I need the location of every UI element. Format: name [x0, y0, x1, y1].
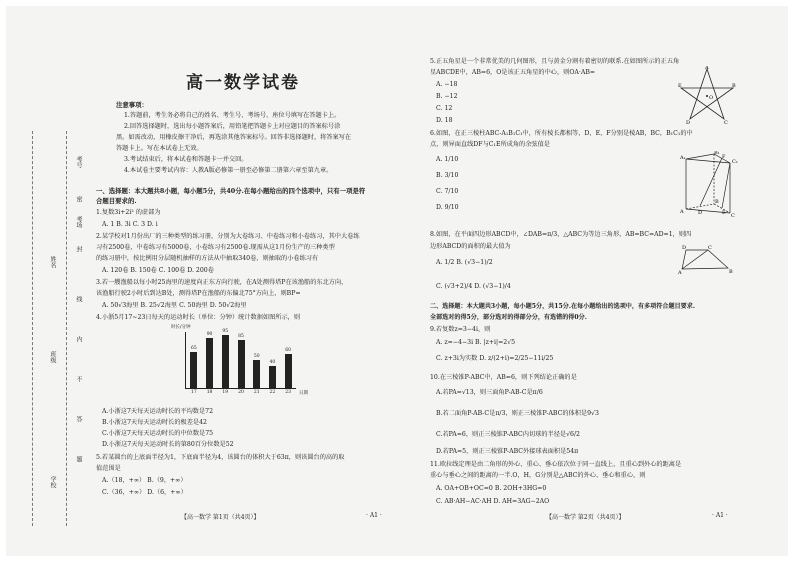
question-text: 边形ABCD的面积的最大值为	[430, 243, 511, 250]
chart-data-label: 90	[206, 331, 213, 337]
question-text: 该渔船行驶2小时后到达B处，测得塔P在渔船的东偏北75°方向上，则BP=	[96, 290, 301, 297]
question-text: 6.如图，在正三棱柱ABC-A₁B₁C₁中，所有棱长都相等，D，E，F分别是棱AB，BC，B₁C₁的中	[430, 130, 693, 137]
chart-data-label: 50	[253, 354, 260, 359]
side-label: 题	[75, 456, 82, 462]
chart-data-label: 60	[285, 348, 291, 354]
answer-option: C.若PA=6，则正三棱锥P-ABC内切球的半径是√6/2	[436, 431, 580, 438]
question-text: 8.如图，在平面四边形ABCD中，∠DAB=π/3，△ABC为等边三角形，AB=BC=AD=1，则四	[430, 231, 692, 238]
answer-option: A.小浙这7天每天运动时长的平均数是72	[102, 408, 214, 415]
point-label: D	[686, 120, 691, 124]
notice-heading: 注意事项：	[116, 101, 148, 109]
prism-base	[686, 204, 714, 209]
question-text: 10.在三棱锥P-ABC中，AB=6，则下列结论正确的是	[430, 374, 577, 381]
question-text: 3.若一艘渔船以每小时25海里的速度向正东方向行驶，在A处测得塔P在该渔船的东北方向，	[96, 279, 348, 286]
point-label: A₁	[680, 155, 686, 161]
quad-diagonal	[682, 250, 708, 269]
question-text: 5.正五角星是一个非常优美的几何图形，且与黄金分割有着密切的联系.在如图所示的正五角	[430, 58, 680, 65]
answer-option: B. −12	[436, 93, 458, 100]
page-code: · A1 ·	[712, 512, 728, 519]
answer-option: B.若二面角P-AB-C是π/3，则正三棱锥P-ABC的体积是9√3	[436, 410, 599, 417]
side-label: 学校	[49, 476, 56, 488]
bar-chart	[171, 324, 311, 404]
question-text: 点，则异面直线DF与C₁E所成角的余弦值是	[430, 141, 550, 148]
answer-options: A. OA+OB+OC=0 B. 2OH+3HG=0	[436, 485, 547, 492]
chart-tick-label: 20	[238, 390, 244, 395]
answer-options: C. (√3+2)/4 D. (√3−1)/4	[436, 283, 511, 290]
answer-option: D.小浙这7天每天运动时长的第80百分位数是52	[102, 441, 234, 448]
chart-data-label: 95	[222, 328, 229, 334]
notice-item: 2.回答选择题时，选出每小题答案后，用铅笔把答题卡上对应题目的答案标号涂	[124, 123, 341, 130]
question-text: 4.小浙5月17~23日每天的运动时长（单位：分钟）统计数据如图所示，则	[96, 314, 301, 321]
center-point	[706, 95, 708, 97]
notice-item: 黑。如需改动，用橡皮擦干净后，再选涂其他答案标号。回答非选择题时，将答案写在	[116, 134, 352, 141]
side-label: 考场	[75, 216, 82, 228]
answer-option: B.小浙这7天每天运动时长的极差是42	[102, 419, 207, 426]
page-code: · A1 ·	[366, 512, 382, 519]
chart-tick-label: 17	[190, 390, 197, 395]
answer-options: A. z=−4−3i B. |z+i|=2√5	[436, 339, 516, 346]
side-label: 考号	[75, 156, 82, 168]
point-label: B₁	[714, 151, 720, 156]
question-text: 重心与垂心之间的距离的一半.O，H，G分别是△ABC的外心、垂心和重心，则	[430, 472, 646, 479]
chart-tick-label: 22	[269, 390, 276, 395]
question-text: 1.复数3i+2i² 的虚部为	[96, 209, 161, 216]
answer-option: B. 3/10	[436, 172, 459, 179]
point-label: A	[705, 66, 709, 71]
point-label: B	[715, 199, 719, 205]
point-label: C	[708, 245, 712, 251]
answer-option: D. 18	[436, 117, 453, 124]
question-text: 2.某学校对1月份出厂的三种类型的练习册，分别为大卷练习、中卷练习和小卷练习，其中大卷练	[96, 233, 360, 240]
section-heading: 一、选择题：本大题共8小题，每小题5分，共40分.在每小题给出的四个选项中，只有一项是符	[96, 187, 366, 195]
section-heading: 合题目要求的.	[96, 197, 137, 205]
chart-data-label: 65	[190, 345, 197, 351]
chart-tick-label: 23	[285, 390, 291, 395]
side-label: 答	[75, 416, 82, 422]
page-title: 高一数学试卷	[186, 73, 300, 93]
answer-option: C. 7/10	[436, 188, 459, 195]
question-text: 的练习册中，按比例用分层随机抽样的方法从中抽取340卷，则抽取的小卷练习有	[96, 255, 319, 262]
answer-options: A. 50√3海里 B. 25√2海里 C. 50海里 D. 50√2海里	[102, 302, 247, 309]
page-footer: 【高一数学 第2页（共4页）】	[546, 514, 625, 521]
answer-option: A. 1/10	[436, 156, 459, 163]
quad-outline	[682, 250, 728, 269]
binding-line	[66, 131, 67, 526]
side-label: 不	[75, 376, 82, 382]
chart-tick-label: 21	[253, 390, 260, 395]
answer-option: A.若PA=√13，则三面角P-AB-C是π/6	[436, 389, 543, 396]
chart-bar	[285, 354, 292, 388]
chart-ylabel: 时长/分钟	[171, 325, 191, 330]
side-label: 姓名	[49, 256, 56, 268]
segment-df	[700, 158, 722, 206]
page-footer: 【高一数学 第1页（共4页）】	[181, 514, 260, 521]
chart-bar	[222, 335, 229, 388]
question-text: 11.欧拉线定理是由二角形的外心、重心、垂心依次位于同一直线上，且重心到外心的距离是	[430, 461, 682, 468]
point-label: A	[680, 209, 684, 215]
chart-bar	[269, 366, 276, 388]
chart-bar	[190, 352, 197, 388]
point-label: E	[678, 83, 682, 89]
exam-paper	[6, 6, 788, 556]
point-label: C	[731, 213, 735, 219]
point-label: A	[678, 270, 682, 274]
answer-option: A. −18	[436, 81, 458, 88]
answer-option: D.若PA=5，则正三棱锥P-ABC外接球表面积是54π	[436, 448, 579, 455]
answer-option: C.小浙这7天每天运动时长的中位数是75	[102, 430, 214, 437]
answer-option: C. 12	[436, 105, 453, 112]
answer-options: C. AB·AH−AC·AH D. AH=3AG−2AO	[436, 498, 550, 505]
chart-bar	[253, 360, 260, 388]
chart-tick-label: 18	[206, 390, 213, 395]
side-label: 线	[75, 296, 82, 302]
side-label: 内	[75, 336, 82, 342]
question-text: 5.若某圆台的上底面半径为1，下底面半径为4，该圆台的体积大于63π，则该圆台的高的取	[96, 454, 345, 461]
notice-item: 答题卡上。写在本试卷上无效。	[116, 145, 203, 152]
answer-options: A. 1 B. 3i C. 3 D. i	[102, 221, 158, 228]
notice-item: 1.答题前，考生务必将自己的姓名、考生号、考场号、座位号填写在答题卡上。	[124, 112, 341, 119]
chart-bar	[238, 340, 245, 388]
chart-bar	[206, 338, 213, 388]
question-text: 9.若复数z=3−4i，则	[430, 326, 491, 333]
chart-data-label: 85	[238, 334, 244, 340]
chart-data-label: 40	[269, 359, 276, 365]
side-label: 封	[75, 246, 82, 252]
question-text: 星ABCDE中，AB=6，O是该正五角星的中心，则OA·AB=	[430, 69, 596, 76]
point-label: D	[698, 210, 703, 216]
segment-c1e	[722, 163, 730, 208]
chart-plot-area	[185, 328, 296, 395]
answer-option: D. 9/10	[436, 204, 459, 211]
answer-options: C. z+3i为实数 D. z/(2+i)=2/25−11i/25	[436, 355, 554, 362]
answer-options: A. 1/2 B. (√3−1)/2	[436, 259, 493, 266]
section-heading: 全部选对的得5分，部分选对的得部分分，有选错的得0分.	[430, 314, 587, 321]
question-text: 值范围是	[96, 465, 121, 472]
point-label: F	[722, 154, 726, 160]
side-label: 密	[75, 196, 82, 202]
star-figure	[678, 66, 736, 124]
point-label: B	[729, 269, 733, 274]
answer-options: C.（36，+∞） D.（6，+∞）	[102, 489, 187, 496]
quadrilateral-figure	[678, 244, 736, 274]
notice-item: 3.考试结束后，将本试卷和答题卡一并交回。	[124, 156, 248, 163]
point-label: D	[682, 245, 687, 251]
prism-figure	[678, 151, 738, 219]
chart-tick-label: 19	[222, 390, 229, 395]
chart-xlabel: 日期	[299, 391, 308, 396]
point-label: B	[732, 83, 736, 89]
point-label: E	[722, 210, 726, 216]
point-label: O	[709, 95, 714, 101]
answer-options: A.（18，+∞） B.（9，+∞）	[102, 477, 187, 484]
point-label: C₁	[732, 159, 738, 165]
binding-line	[32, 131, 33, 526]
answer-options: A. 120卷 B. 150卷 C. 100卷 D. 200卷	[102, 267, 214, 274]
notice-item: 4.本试卷主要考试内容：人教A版必修第一册至必修第二册第六章至第九章。	[124, 167, 333, 174]
point-label: C	[724, 120, 728, 124]
section-heading: 二、选择题：本大题共3小题，每小题5分，共15分.在每小题给出的选项中，有多项符合题目要求.	[430, 303, 695, 310]
question-text: 习有2500卷，中卷练习有5000卷，小卷练习有2500卷.现需从这1月份生产的三种类型	[96, 244, 335, 251]
side-label: 班级	[49, 351, 56, 363]
star-outline	[681, 69, 733, 119]
